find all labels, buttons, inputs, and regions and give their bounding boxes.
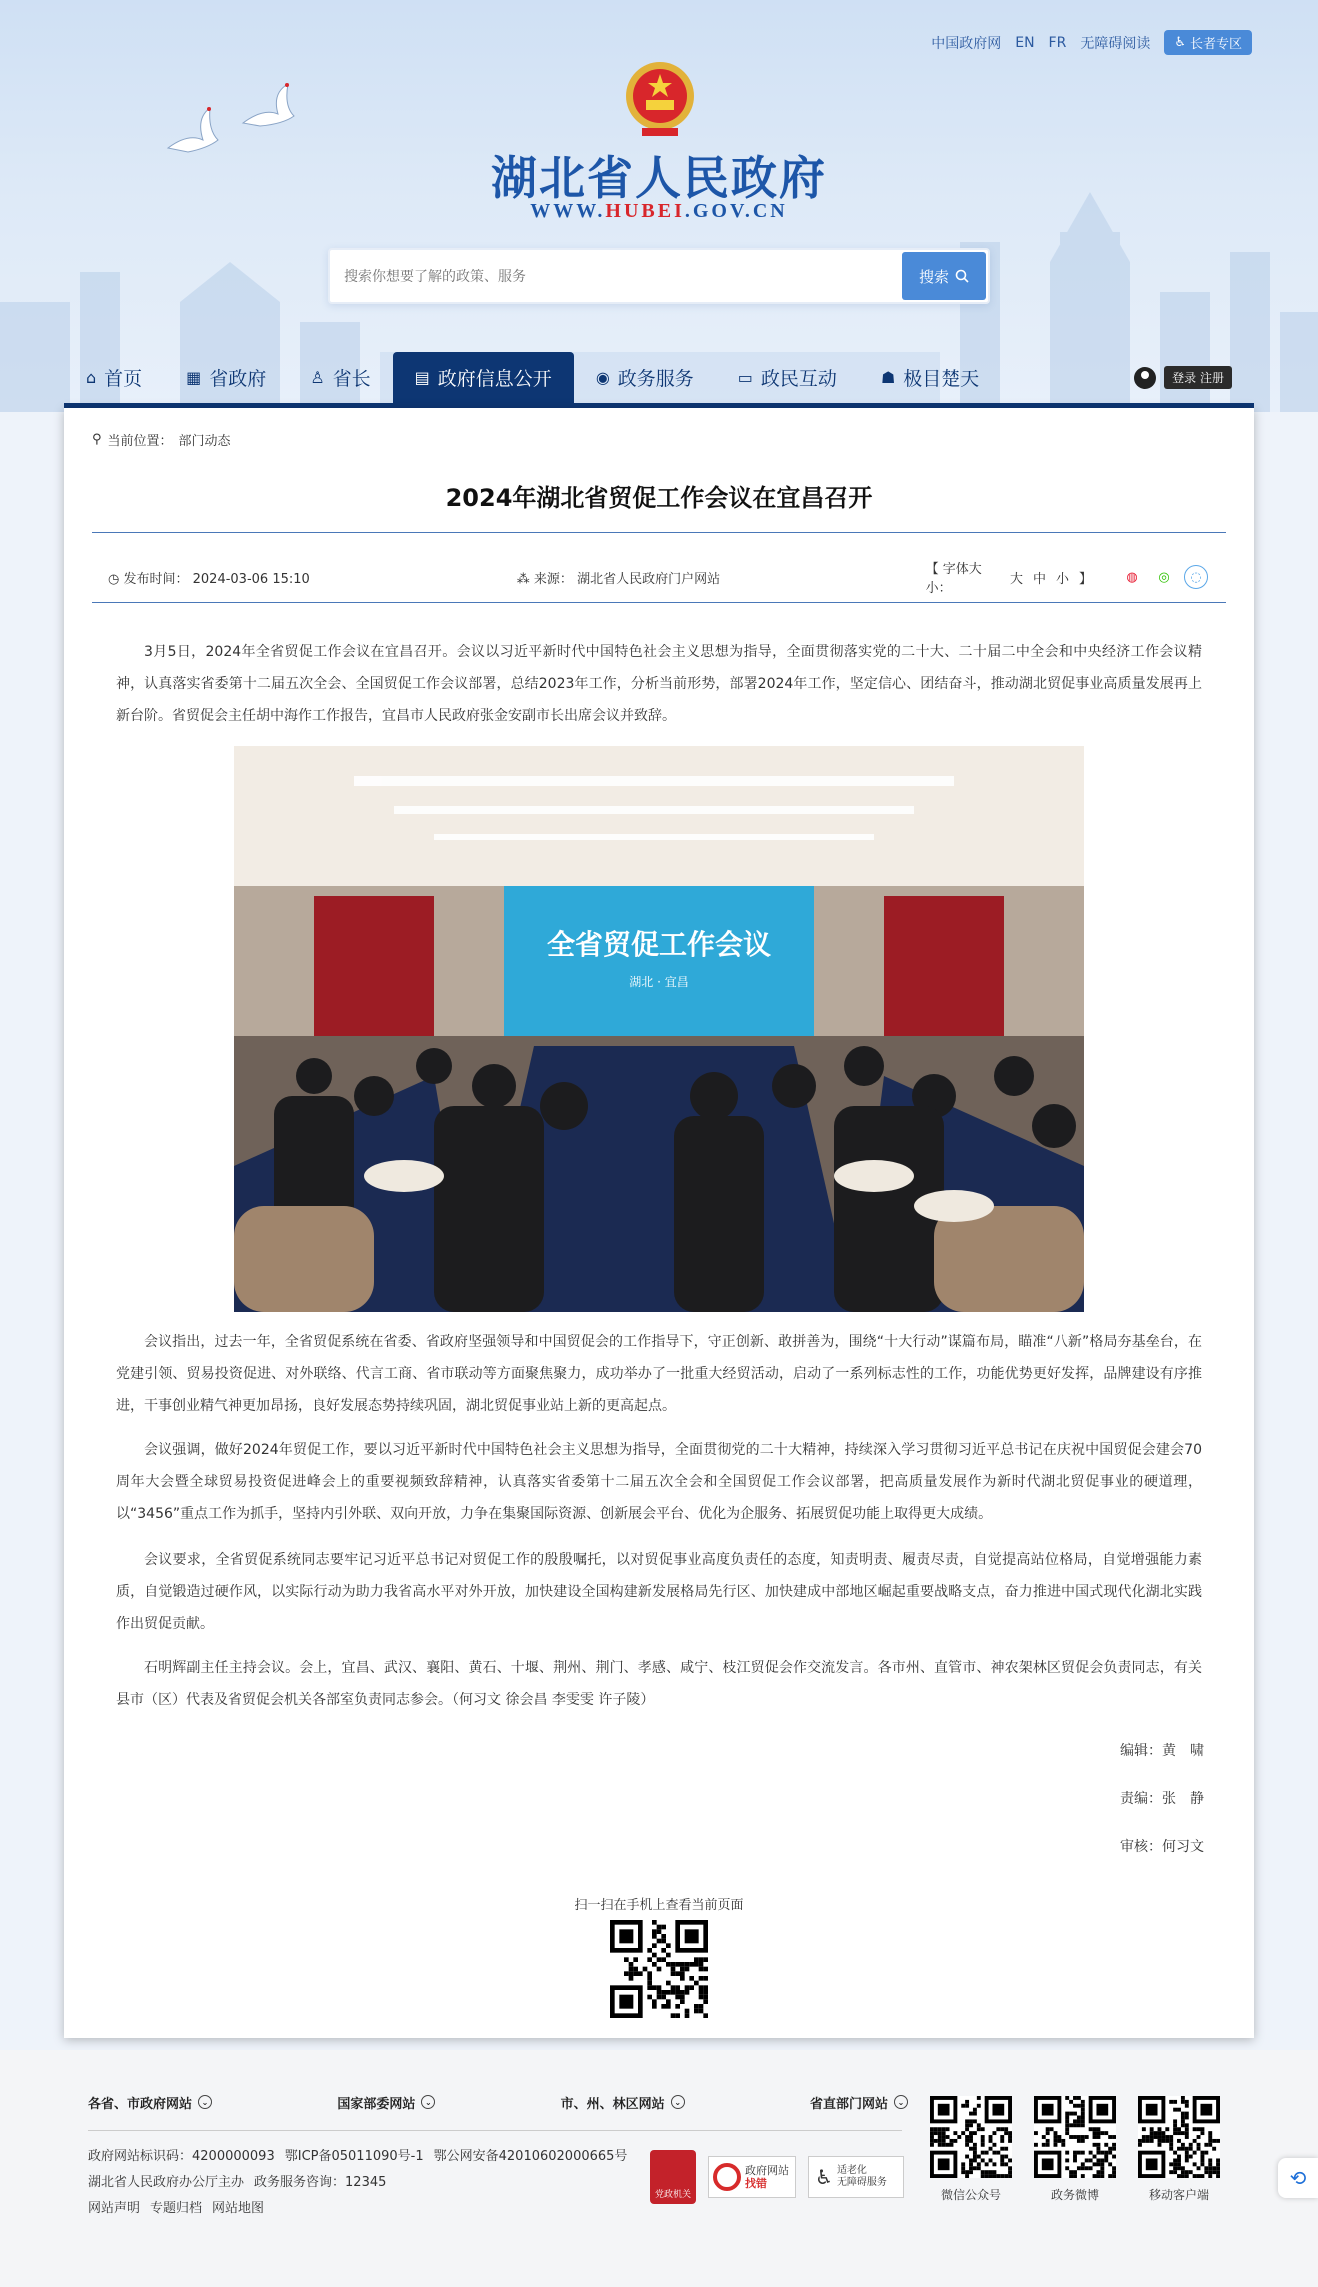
- source-icon: ⁂: [516, 571, 530, 587]
- elder-icon: ♿: [1174, 35, 1186, 50]
- nav-item-label: 首页: [104, 368, 143, 390]
- font-size-label: 【 字体大小：: [925, 562, 982, 596]
- floating-service-icon[interactable]: ⟲: [1278, 2158, 1318, 2198]
- footer-bottom-link[interactable]: 专题归档: [150, 2201, 203, 2216]
- wechat-qr[interactable]: [930, 2096, 1012, 2203]
- hotline-label: 政务服务咨询：: [254, 2175, 346, 2190]
- nav-item-gov-info[interactable]: [393, 352, 574, 403]
- font-size-close: 】: [1079, 571, 1093, 587]
- site-url-suffix: .GOV.CN: [684, 200, 788, 222]
- qq-share-icon[interactable]: ◌: [1184, 565, 1208, 589]
- breadcrumb-label: 当前位置：: [107, 434, 173, 449]
- footer-link-provinces[interactable]: [88, 2092, 212, 2112]
- search-input[interactable]: [344, 260, 904, 294]
- home-icon: ⌂: [86, 368, 97, 387]
- chevron-down-icon: ⌄: [894, 2095, 908, 2109]
- fr-link[interactable]: FR: [1048, 34, 1067, 51]
- footer-link-label: 国家部委网站: [337, 2096, 416, 2112]
- user-avatar-icon[interactable]: [1134, 367, 1156, 389]
- nav-item-services[interactable]: [574, 352, 716, 403]
- login-label[interactable]: 登录: [1172, 371, 1197, 385]
- find-error-badge[interactable]: [708, 2156, 796, 2198]
- map-icon: ☗: [880, 368, 896, 387]
- footer-link-cities[interactable]: [561, 2092, 685, 2112]
- footer-link-departments[interactable]: [810, 2092, 908, 2112]
- app-qr[interactable]: [1138, 2096, 1220, 2203]
- search-icon: [955, 269, 969, 283]
- login-register-button[interactable]: [1164, 366, 1232, 389]
- accessibility-link[interactable]: 无障碍阅读: [1080, 35, 1151, 52]
- footer-link-label: 市、州、林区网站: [560, 2096, 665, 2112]
- photo-banner-text: 全省贸促工作会议: [546, 928, 772, 961]
- meeting-photo: [234, 746, 1084, 1312]
- top-links: [931, 30, 1252, 55]
- qr-caption: 微信公众号: [940, 2188, 1001, 2202]
- reviewer-line: [1120, 1836, 1204, 1856]
- en-link[interactable]: EN: [1015, 34, 1035, 51]
- qr-caption: 移动客户端: [1148, 2188, 1209, 2202]
- badge-access-top: 适老化: [836, 2165, 867, 2176]
- elder-zone-label: 长者专区: [1189, 37, 1242, 52]
- nav-item-home[interactable]: [64, 352, 164, 403]
- hotline: [254, 2170, 386, 2196]
- badge-access-bottom: 无障碍服务: [836, 2177, 887, 2188]
- site-header: [0, 0, 1318, 412]
- search-button[interactable]: [902, 252, 986, 300]
- font-size-control: [926, 558, 1208, 596]
- footer-link-ministries[interactable]: [337, 2092, 435, 2112]
- chevron-down-icon: ⌄: [671, 2095, 685, 2109]
- wechat-share-icon[interactable]: ◎: [1158, 569, 1170, 585]
- app-qr-code-icon: [1138, 2096, 1220, 2178]
- page-qr-code-icon: [610, 1920, 708, 2018]
- reviewer-name: 何习文: [1162, 1839, 1204, 1855]
- editor-name: 黄 啸: [1162, 1743, 1204, 1759]
- font-size-medium[interactable]: 中: [1032, 571, 1046, 587]
- footer-badges: [650, 2150, 904, 2204]
- photo-banner-subtext: 湖北 · 宜昌: [629, 975, 689, 989]
- register-label[interactable]: 注册: [1199, 371, 1224, 385]
- site-title: 湖北省人民政府: [491, 151, 827, 205]
- elder-zone-button[interactable]: [1164, 30, 1252, 55]
- nav-item-label: 政府信息公开: [437, 368, 552, 390]
- chevron-down-icon: ⌄: [421, 2095, 435, 2109]
- meta-divider-bottom: [92, 602, 1226, 603]
- article-paragraph: 会议强调，做好2024年贸促工作，要以习近平新时代中国特色社会主义思想为指导，全面贯彻党的二十大精神，持续深入学习贯彻习近平总书记在庆祝中国贸促会建会70周年大会暨全球贸易投资促进峰会上的重要视频致辞精神，认真落实省委第十二届五次全会和全国贸促工作会议部署，把高质量发展作为新时代湖北贸促事业的硬道理，以“3456”重点工作为抓手，坚持内引外联、双向开放，力争在集聚国际资源、创新展会平台、优化为企服务、拓展贸促功能上取得更大成绩。: [116, 1442, 1202, 1522]
- footer-qr-codes: [930, 2096, 1220, 2203]
- nav-item-governor[interactable]: [288, 352, 392, 403]
- badge-red-label: 党政机关: [654, 2190, 691, 2200]
- footer-link-label: 省直部门网站: [809, 2096, 888, 2112]
- badge-find-bottom: 找错: [745, 2177, 767, 2190]
- font-size-large[interactable]: 大: [1009, 571, 1023, 587]
- share-buttons: [1120, 565, 1208, 589]
- host-org: 湖北省人民政府办公厅主办: [88, 2175, 245, 2190]
- editor-line: [1120, 1740, 1204, 1760]
- icp-link[interactable]: 鄂ICP备05011090号-1: [284, 2149, 424, 2164]
- article-paragraph: 3月5日，2024年全省贸促工作会议在宜昌召开。会议以习近平新时代中国特色社会主义思想为指导，全面贯彻落实党的二十大、二十届二中全会和中央经济工作会议精神，认真落实省委第十二届五次全会、全国贸促工作会议部署，总结2023年工作，分析当前形势，部署2024年工作，坚定信心、团结奋斗，推动湖北贸促事业高质量发展再上新台阶。省贸促会主任胡中海作工作报告，宜昌市人民政府张金安副市长出席会议并致辞。: [116, 644, 1202, 724]
- building-icon: ▦: [186, 368, 202, 387]
- publish-time: 2024-03-06 15:10: [192, 571, 310, 587]
- weibo-share-icon[interactable]: ◍: [1126, 569, 1138, 585]
- qr-label: 扫一扫在手机上查看当前页面: [574, 1898, 744, 1913]
- police-record-link[interactable]: 鄂公网安备42010602000665号: [433, 2149, 628, 2164]
- site-url: [0, 200, 1318, 223]
- article-paragraph: 会议指出，过去一年，全省贸促系统在省委、省政府坚强领导和中国贸促会的工作指导下，守正创新、敢拼善为，围绕“十大行动”谋篇布局，瞄准“八新”格局夯基垒台，在党建引领、贸易投资促进、对外联络、代言工商、省市联动等方面聚焦聚力，成功举办了一批重大经贸活动，启动了一系列标志性的工作，功能优势更好发挥，品牌建设有序推进，干事创业精气神更加昂扬，良好发展态势持续巩固，湖北贸促事业站上新的更高起点。: [116, 1334, 1202, 1414]
- publish-info: [108, 568, 517, 587]
- article-paragraph: 石明辉副主任主持会议。会上，宜昌、武汉、襄阳、黄石、十堰、荆州、荆门、孝感、咸宁、枝江贸促会作交流发言。各市州、直管市、神农架林区贸促会负责同志，有关县市（区）代表及省贸促会机关各部室负责同志参会。（何习文 徐会昌 李雯雯 许子陵）: [116, 1660, 1202, 1708]
- breadcrumb-current[interactable]: 部门动态: [178, 434, 231, 449]
- footer-divider: [88, 2130, 902, 2131]
- responsible-name: 张 静: [1162, 1791, 1204, 1807]
- footer-bottom-link[interactable]: 网站声明: [88, 2201, 141, 2216]
- site-footer: [0, 2050, 1318, 2287]
- nav-item-label: 省政府: [209, 368, 267, 390]
- party-gov-badge[interactable]: [650, 2150, 696, 2204]
- nav-item-jimu-chutian[interactable]: [859, 352, 1001, 403]
- service-icon: ◉: [595, 368, 610, 387]
- font-size-small[interactable]: 小: [1055, 571, 1069, 587]
- article-title: 2024年湖北省贸促工作会议在宜昌召开: [445, 484, 873, 512]
- search-box: [328, 248, 990, 304]
- main-nav: [64, 352, 1254, 408]
- footer-bottom-link[interactable]: 网站地图: [212, 2201, 265, 2216]
- gov-cn-link[interactable]: 中国政府网: [931, 35, 1002, 52]
- footer-site-links: [88, 2092, 908, 2112]
- person-icon: ♙: [310, 368, 325, 387]
- site-id-value: 4200000093: [192, 2149, 275, 2164]
- find-error-icon: [713, 2163, 741, 2191]
- responsible-editor-line: [1120, 1788, 1204, 1808]
- article-paragraph: 会议要求，全省贸促系统同志要牢记习近平总书记对贸促工作的殷殷嘱托，以对贸促事业高度负责任的态度，知责明责、履责尽责，自觉提高站位格局，自觉增强能力素质，自觉锻造过硬作风，以实际行动为助力我省高水平对外开放，加快建设全国构建新发展格局先行区、加快建成中部地区崛起重要战略支点，奋力推进中国式现代化湖北实践作出贸促贡献。: [116, 1552, 1202, 1632]
- document-icon: ▤: [414, 368, 430, 387]
- chevron-down-icon: ⌄: [198, 2095, 212, 2109]
- weibo-qr-code-icon: [1034, 2096, 1116, 2178]
- site-id-label: 政府网站标识码：: [88, 2149, 193, 2164]
- responsible-label: 责编：: [1120, 1791, 1162, 1807]
- qr-caption: 政务微博: [1050, 2188, 1099, 2202]
- site-url-prefix: WWW.: [530, 200, 606, 222]
- weibo-qr[interactable]: [1034, 2096, 1116, 2203]
- article-meta: [108, 558, 1208, 596]
- search-button-label: 搜索: [918, 267, 949, 286]
- site-id: [88, 2144, 275, 2170]
- hotline-value: 12345: [345, 2175, 387, 2190]
- clock-icon: ◷: [108, 571, 120, 587]
- nav-item-province-gov[interactable]: [164, 352, 288, 403]
- location-pin-icon: ⚲: [92, 432, 102, 447]
- user-area: [1134, 366, 1254, 389]
- nav-item-interaction[interactable]: [716, 352, 859, 403]
- national-emblem-icon: [622, 58, 698, 138]
- article-card: [64, 408, 1254, 2038]
- breadcrumb: [92, 430, 231, 449]
- accessibility-badge[interactable]: [808, 2156, 904, 2198]
- source-value: 湖北省人民政府门户网站: [577, 571, 721, 587]
- nav-item-label: 省长: [332, 368, 371, 390]
- meta-divider-top: [92, 532, 1226, 533]
- nav-item-label: 政民互动: [760, 368, 837, 390]
- site-url-brand: HUBEI: [605, 200, 685, 222]
- source-label: 来源：: [533, 571, 573, 587]
- wechat-qr-code-icon: [930, 2096, 1012, 2178]
- editor-label: 编辑：: [1120, 1743, 1162, 1759]
- publish-label: 发布时间：: [123, 571, 189, 587]
- nav-item-label: 极目楚天: [903, 368, 980, 390]
- nav-item-label: 政务服务: [617, 368, 694, 390]
- badge-find-top: 政府网站: [745, 2164, 789, 2177]
- wheelchair-icon: ♿: [815, 2165, 833, 2189]
- chat-icon: ▭: [737, 368, 753, 387]
- reviewer-label: 审核：: [1120, 1839, 1162, 1855]
- footer-link-label: 各省、市政府网站: [88, 2096, 193, 2112]
- source-info: [517, 568, 926, 587]
- footer-info: [88, 2144, 627, 2222]
